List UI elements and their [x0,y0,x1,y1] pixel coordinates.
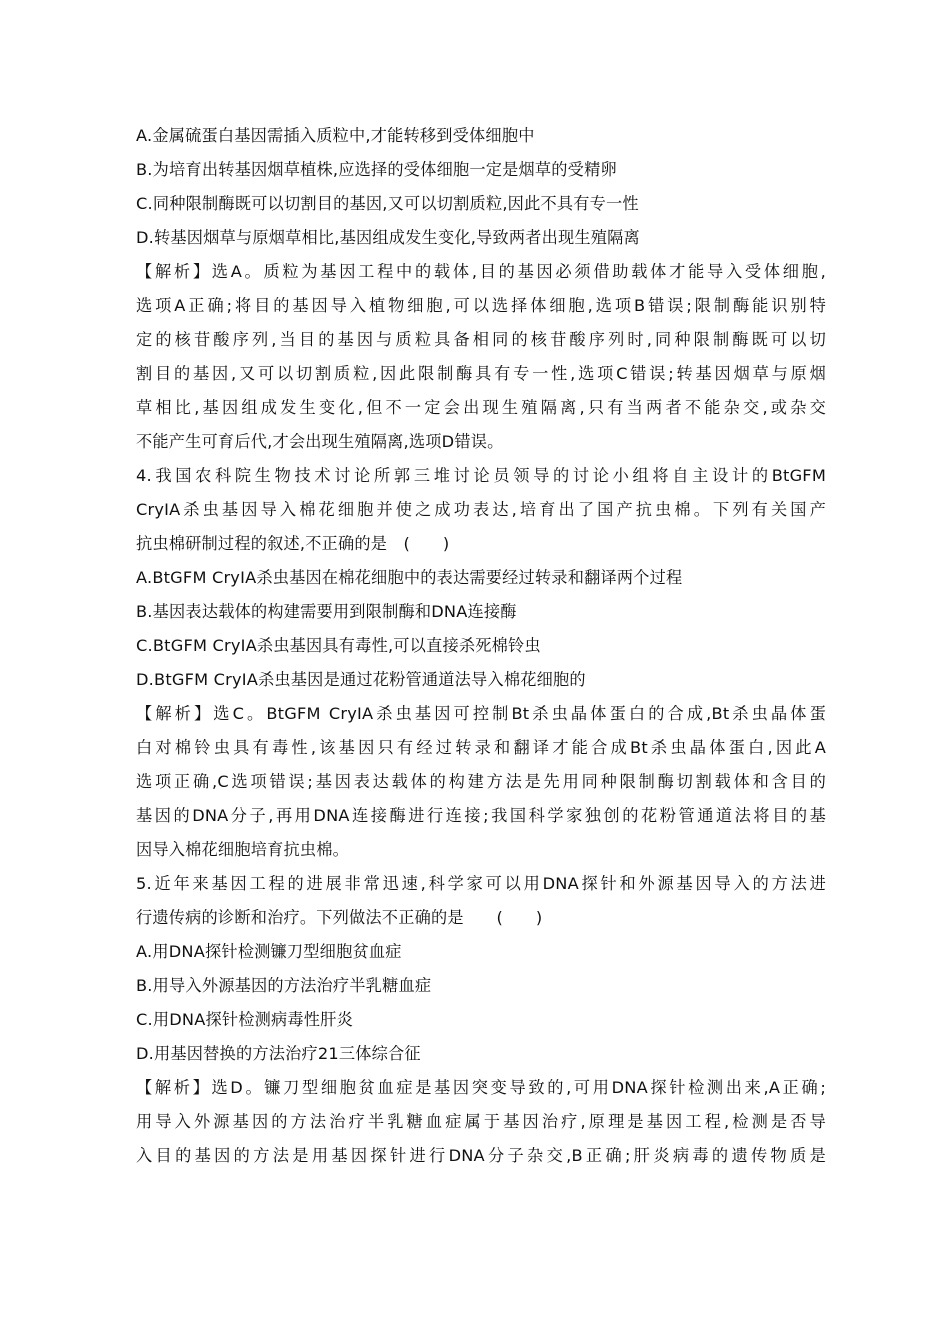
analysis-line: 基因的DNA分子,再用DNA连接酶进行连接;我国科学家独创的花粉管通道法将目的基 [136,806,826,825]
option-a-line: A.金属硫蛋白基因需插入质粒中,才能转移到受体细胞中 [136,126,535,145]
option-d-line: D.转基因烟草与原烟草相比,基因组成发生变化,导致两者出现生殖隔离 [136,228,640,247]
analysis-line: 不能产生可育后代,才会出现生殖隔离,选项D错误。 [136,432,504,451]
option-c-line: C.BtGFM CryIA杀虫基因具有毒性,可以直接杀死棉铃虫 [136,636,541,655]
option-b-line: B.为培育出转基因烟草植株,应选择的受体细胞一定是烟草的受精卵 [136,160,617,179]
option-d-line: D.用基因替换的方法治疗21三体综合征 [136,1044,421,1063]
analysis-line: 割目的基因,又可以切割质粒,因此限制酶具有专一性,选项C错误;转基因烟草与原烟 [136,364,826,383]
option-c-line: C.用DNA探针检测病毒性肝炎 [136,1010,353,1029]
option-c-line: C.同种限制酶既可以切割目的基因,又可以切割质粒,因此不具有专一性 [136,194,639,213]
question-5-line: 5.近年来基因工程的进展非常迅速,科学家可以用DNA探针和外源基因导入的方法进 [136,874,826,893]
question-4-line: CryIA杀虫基因导入棉花细胞并使之成功表达,培育出了国产抗虫棉。下列有关国产 [136,500,826,519]
option-d-line: D.BtGFM CryIA杀虫基因是通过花粉管通道法导入棉花细胞的 [136,670,586,689]
option-b-line: B.用导入外源基因的方法治疗半乳糖血症 [136,976,432,995]
analysis-line: 定的核苷酸序列,当目的基因与质粒具备相同的核苷酸序列时,同种限制酶既可以切 [136,330,826,349]
question-4-line: 抗虫棉研制过程的叙述,不正确的是 ( ) [136,534,450,553]
option-b-line: B.基因表达载体的构建需要用到限制酶和DNA连接酶 [136,602,517,621]
question-4-line: 4.我国农科院生物技术讨论所郭三堆讨论员领导的讨论小组将自主设计的BtGFM [136,466,826,485]
analysis-line: 草相比,基因组成发生变化,但不一定会出现生殖隔离,只有当两者不能杂交,或杂交 [136,398,826,417]
analysis-line: 入目的基因的方法是用基因探针进行DNA分子杂交,B正确;肝炎病毒的遗传物质是 [136,1146,826,1165]
analysis-line: 用导入外源基因的方法治疗半乳糖血症属于基因治疗,原理是基因工程,检测是否导 [136,1112,826,1131]
analysis-line: 选项正确,C选项错误;基因表达载体的构建方法是先用同种限制酶切割载体和含目的 [136,772,826,791]
analysis-line: 白对棉铃虫具有毒性,该基因只有经过转录和翻译才能合成Bt杀虫晶体蛋白,因此A [136,738,826,757]
option-a-line: A.BtGFM CryIA杀虫基因在棉花细胞中的表达需要经过转录和翻译两个过程 [136,568,683,587]
option-a-line: A.用DNA探针检测镰刀型细胞贫血症 [136,942,402,961]
question-5-line: 行遗传病的诊断和治疗。下列做法不正确的是 ( ) [136,908,543,927]
analysis-line: 【解析】选D。镰刀型细胞贫血症是基因突变导致的,可用DNA探针检测出来,A正确; [136,1078,826,1097]
analysis-line: 【解析】选C。BtGFM CryIA杀虫基因可控制Bt杀虫晶体蛋白的合成,Bt杀虫晶体蛋 [136,704,826,723]
analysis-line: 选项A正确;将目的基因导入植物细胞,可以选择体细胞,选项B错误;限制酶能识别特 [136,296,826,315]
analysis-line: 【解析】选A。质粒为基因工程中的载体,目的基因必须借助载体才能导入受体细胞, [136,262,826,281]
analysis-line: 因导入棉花细胞培育抗虫棉。 [136,840,350,859]
